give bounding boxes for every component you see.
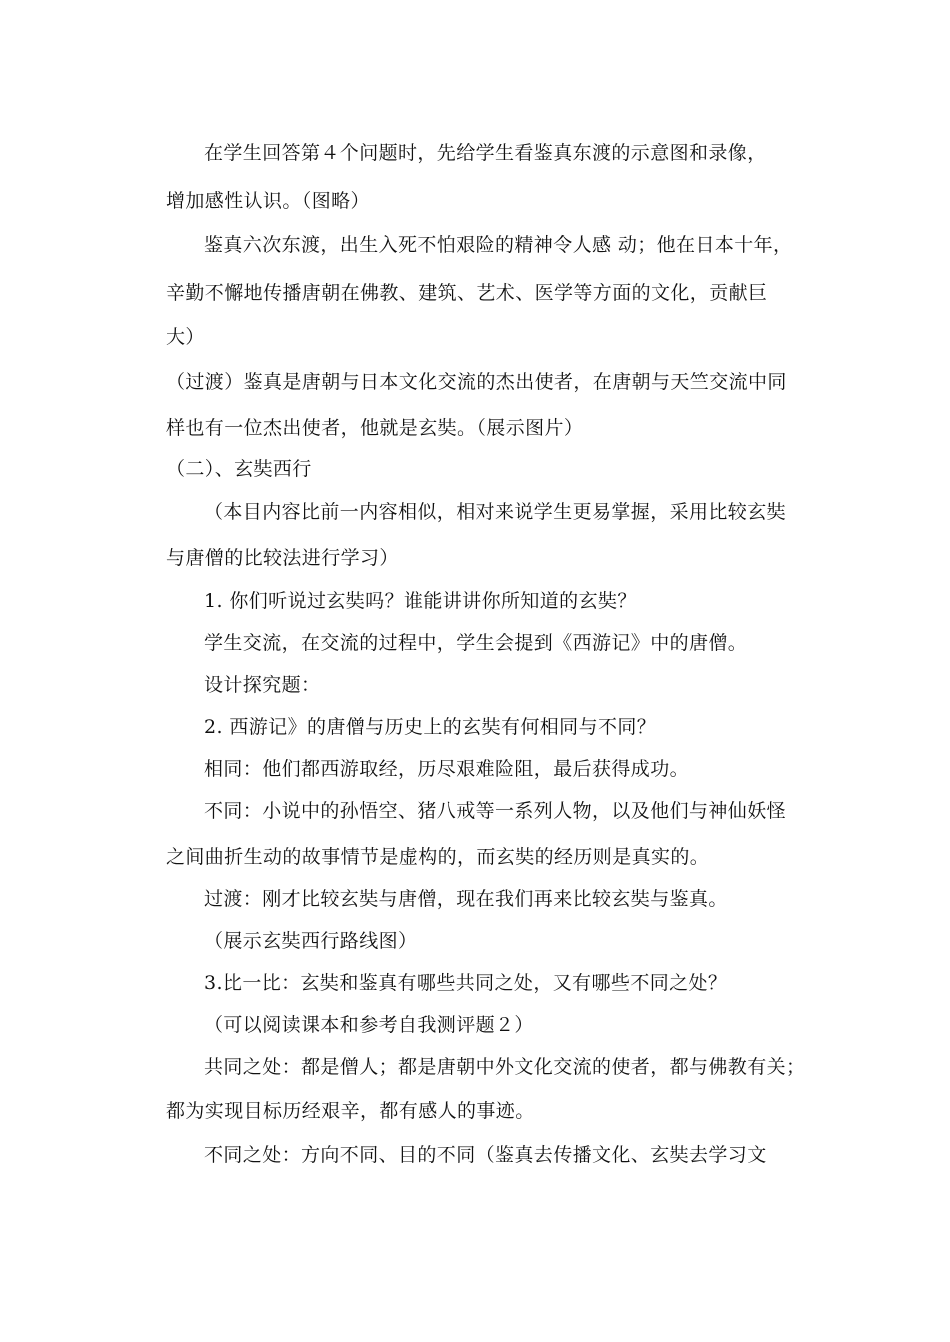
text-line: 设计探究题： [204,674,321,696]
text-line: 不同之处：方向不同、目的不同（鉴真去传播文化、玄奘去学习文 [204,1144,767,1166]
question-1: 1. 你们听说过玄奘吗？谁能讲讲你所知道的玄奘？ [204,590,637,612]
text-line: 都为实现目标历经艰辛，都有感人的事迹。 [166,1100,535,1122]
text-line: 之间曲折生动的故事情节是虚构的，而玄奘的经历则是真实的。 [166,846,710,868]
text-line: 样也有一位杰出使者，他就是玄奘。（展示图片） [166,417,584,439]
question-2: 2. 西游记》的唐僧与历史上的玄奘有何相同与不同？ [204,716,657,738]
text-line: 相同：他们都西游取经，历尽艰难险阻，最后获得成功。 [204,758,690,780]
text-line: （本目内容比前一内容相似，相对来说学生更易掌握，采用比较玄奘 [204,501,787,523]
text-line: 鉴真六次东渡，出生入死不怕艰险的精神令人感 动；他在日本十年， [204,234,793,256]
question-3: 3.比一比：玄奘和鉴真有哪些共同之处，又有哪些不同之处？ [204,972,728,994]
text-line: 在学生回答第４个问题时，先给学生看鉴真东渡的示意图和录像， [204,142,767,164]
section-heading: （二）、玄奘西行 [166,458,312,480]
text-line: 过渡：刚才比较玄奘与唐僧，现在我们再来比较玄奘与鉴真。 [204,888,728,910]
text-line: （过渡）鉴真是唐朝与日本文化交流的杰出使者，在唐朝与天竺交流中同 [166,371,787,393]
text-line: 与唐僧的比较法进行学习） [166,547,399,569]
text-line: 学生交流，在交流的过程中，学生会提到《西游记》中的唐僧。 [204,632,748,654]
text-line: （展示玄奘西行路线图） [204,930,418,952]
text-line: 辛勤不懈地传播唐朝在佛教、建筑、艺术、医学等方面的文化，贡献巨 [166,282,768,304]
text-line: （可以阅读课本和参考自我测评题２） [204,1014,534,1036]
text-line: 增加感性认识。（图略） [166,190,370,212]
text-line: 共同之处：都是僧人；都是唐朝中外文化交流的使者，都与佛教有关； [204,1056,806,1078]
text-line: 大） [166,326,205,348]
text-line: 不同：小说中的孙悟空、猪八戒等一系列人物，以及他们与神仙妖怪 [204,800,787,822]
